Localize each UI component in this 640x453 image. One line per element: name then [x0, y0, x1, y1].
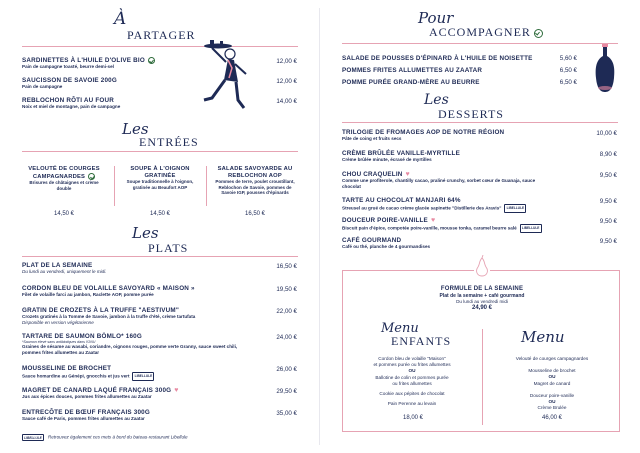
item-price: 6,50 € — [559, 67, 577, 74]
menu-divider — [482, 329, 483, 425]
formule-line: Du lundi au vendredi midi — [456, 299, 508, 304]
partager-item: REBLOCHON RÔTI AU FOUR Noix et miel de montagne, pain de campagne — [22, 97, 121, 109]
plats-script: Les — [132, 224, 159, 242]
accompagner-heading: ACCOMPAGNER — [429, 25, 543, 40]
item-price: 12,00 € — [276, 78, 297, 85]
plats-heading: PLATS — [148, 241, 189, 255]
item-price: 5,60 € — [559, 55, 577, 62]
plat-item: CORDON BLEU DE VOLAILLE SAVOYARD « MAISON » Filet de volaille farci au jambon, Raclette AOP, pomme purée — [22, 285, 195, 297]
plat-item: MOUSSELINE DE BROCHET Sauce homardine au Génépi, gnocchis et jus vert LIBELLULE — [22, 365, 154, 381]
item-price: 8,90 € — [599, 151, 617, 158]
dessert-item: TRILOGIE DE FROMAGES AOP DE NOTRE RÉGION Pâte de coing et fruits secs — [342, 129, 505, 141]
dessert-item: CRÈME BRÛLÉE VANILLE-MYRTILLE Crème brûlée minute, écrasé de myrtilles — [342, 150, 460, 162]
accompagner-item: POMMES FRITES ALLUMETTES AU ZAATAR — [342, 67, 483, 74]
item-name: SARDINETTES À L'HUILE D'OLIVE BIO — [22, 57, 145, 65]
vegetarian-icon — [534, 29, 543, 38]
dessert-item: CAFÉ GOURMAND Café ou thé, planche de 4 gourmandises — [342, 237, 431, 249]
plat-item: MAGRET DE CANARD LAQUÉ FRANÇAIS 300G ♥ Jus aux épices douces, pommes frites allumettes au Zaatar — [22, 387, 179, 400]
pear-icon — [474, 255, 490, 277]
item-desc: Pain de campagne toasté, beurre demi-sel — [22, 64, 114, 70]
desserts-rule — [342, 122, 618, 123]
bottle-illustration — [592, 44, 618, 94]
menu-enfants-heading: ENFANTS — [391, 334, 452, 348]
entree-column: VELOUTÉ DE COURGES CAMPAGNARDES Brisures de châtaignes et crème double — [28, 166, 100, 191]
dessert-item: TARTE AU CHOCOLAT MANJARI 64% Streusel au grué de cacao crème glacée sapinette "Distillerie des Aravis" LIBELLULE — [342, 197, 526, 213]
plat-item: TARTARE DE SAUMON BÖMLO* 160G *Saumon élevé sans antibiotiques dans l'ONU Graines de sésame au wasabi, coriandre, oignons rouges, pomme verte Granny, sauce sweet chili, pommes frites allumettes au Zaatar — [22, 333, 238, 355]
accompagner-item: POMME PURÉE GRAND-MÈRE AU BEURRE — [342, 79, 480, 86]
desserts-heading: DESSERTS — [438, 107, 504, 121]
item-price: 35,00 € — [276, 410, 297, 417]
item-price: 26,00 € — [276, 366, 297, 373]
accompagner-rule — [342, 43, 618, 44]
menu-enfants-script: Menu — [381, 321, 419, 336]
heart-icon: ♥ — [405, 171, 410, 178]
entree-price: 16,50 € — [244, 211, 266, 217]
entree-price: 14,50 € — [149, 211, 171, 217]
footer-note: LIBELLULE Retrouvez également ces mets à bord du bateau-restaurant Libellule — [22, 434, 188, 441]
vegetarian-icon — [88, 173, 95, 180]
formule-title: FORMULE DE LA SEMAINE — [440, 286, 524, 292]
item-price: 14,00 € — [276, 98, 297, 105]
menu-price: 46,00 € — [541, 415, 563, 421]
item-price: 24,00 € — [276, 334, 297, 341]
libellule-label: LIBELLULE — [520, 224, 542, 233]
desserts-script: Les — [424, 92, 449, 108]
plat-item: GRATIN DE CROZETS À LA TRUFFE "AESTIVUM" Crozets gratinés à la Tomme de Savoie, jambon à la truffe d'été, crème tartufata Disponible en version végétarienne — [22, 307, 196, 325]
menu-enfants-price: 18,00 € — [402, 415, 424, 421]
item-price: 16,50 € — [276, 263, 297, 270]
plat-item: ENTRECÔTE DE BŒUF FRANÇAIS 300G Sauce café de Paris, pommes frites allumettes au Zaatar — [22, 409, 150, 421]
libellule-label: LIBELLULE — [504, 204, 526, 213]
vegetarian-icon — [148, 57, 155, 64]
entrees-script: Les — [122, 120, 149, 138]
column-divider — [206, 166, 207, 206]
accompagner-script: Pour — [418, 9, 454, 27]
entree-price: 14,50 € — [53, 211, 75, 217]
heart-icon: ♥ — [430, 217, 436, 224]
partager-script: À — [114, 9, 127, 29]
column-divider — [114, 166, 115, 206]
libellule-label: LIBELLULE — [22, 434, 44, 441]
menu-lines: Velouté de courges campagnardes Mousseline de brochet OU Magret de canard Douceur poire-vanille OU Crème Brulée — [515, 356, 589, 411]
plat-item: PLAT DE LA SEMAINE Du lundi au vendredi, uniquement le midi. — [22, 262, 107, 274]
partager-item: SAUCISSON DE SAVOIE 200G Pain de campagne — [22, 77, 117, 89]
entrees-rule — [22, 151, 298, 152]
partager-item — [22, 57, 155, 70]
plats-rule — [22, 256, 298, 257]
item-price: 19,50 € — [276, 286, 297, 293]
formule-price: 24,90 € — [471, 305, 493, 311]
item-price: 9,50 € — [599, 218, 617, 225]
entree-column: SALADE SAVOYARDE AU REBLOCHON AOP Pommes de terre, poulet croustillant, Reblochon de Savoie, pommes de Savoie IGP, pousses d'épinards — [215, 166, 295, 195]
formule-line: Plat de la semaine + café gourmand — [439, 293, 525, 299]
item-price: 22,00 € — [276, 308, 297, 315]
entree-column: SOUPE À L'OIGNON GRATINÉE Soupe traditionnelle à l'oignon, gratinée au Beaufort AOP — [126, 166, 194, 190]
item-price: 9,50 € — [599, 172, 617, 179]
item-price: 12,00 € — [276, 58, 297, 65]
dessert-item: DOUCEUR POIRE-VANILLE ♥ Biscuit pain d'épice, compotée poire-vanille, mousse tonka, caramel beurre salé LIBELLULE — [342, 217, 542, 233]
partager-rule — [22, 46, 298, 47]
partager-heading: PARTAGER — [127, 28, 196, 42]
menu-enfants-lines: Cordon bleu de volaille "Maison" et pommes purée ou frites allumettes OU Ballotine de colin et pommes purée ou frites allumettes Cookie aux pépites de chocolat Pain Perenne au levain — [373, 356, 451, 407]
entrees-heading: ENTRÉES — [139, 135, 199, 149]
item-price: 6,50 € — [559, 79, 577, 86]
libellule-label: LIBELLULE — [132, 372, 154, 381]
formule-box — [342, 270, 620, 432]
heart-icon: ♥ — [174, 387, 179, 394]
item-price: 9,50 € — [599, 198, 617, 205]
item-price: 10,00 € — [596, 130, 617, 137]
item-price: 29,50 € — [276, 388, 297, 395]
item-price: 9,50 € — [599, 238, 617, 245]
waiter-illustration — [198, 40, 252, 114]
menu-script: Menu — [521, 328, 565, 346]
dessert-item: CHOU CRAQUELIN ♥ Comme une profiterole, chantilly cacao, praliné crunchy, sorbet cœur de Guanaja, sauce chocolat — [342, 171, 536, 189]
accompagner-item: SALADE DE POUSSES D'ÉPINARD À L'HUILE DE NOISETTE — [342, 55, 533, 62]
